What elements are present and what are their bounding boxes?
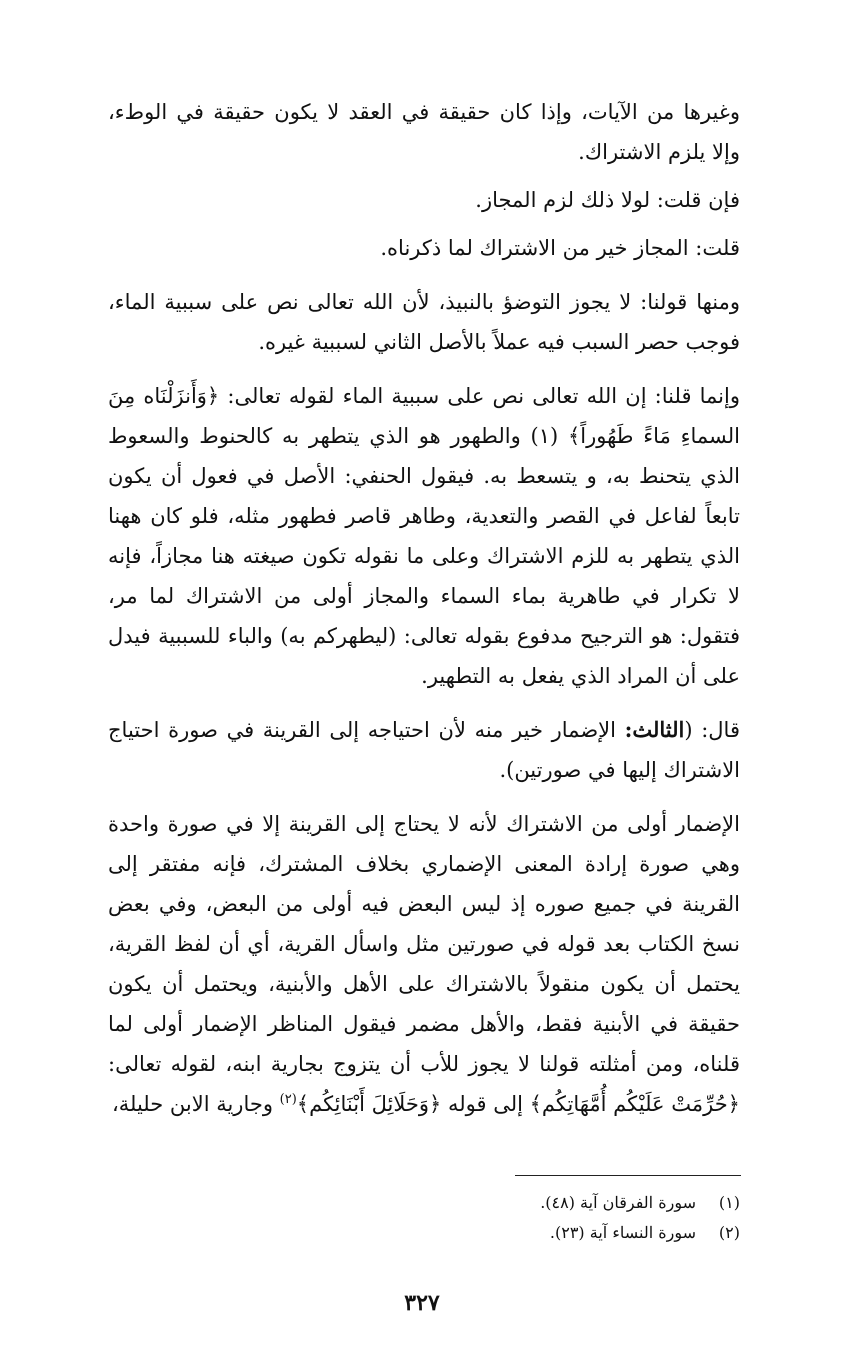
paragraph-7	[108, 804, 740, 1124]
footnote-ref-2: (٢)	[279, 1092, 297, 1107]
footnote-1-text: سورة الفرقان آية (٤٨).	[540, 1193, 696, 1212]
footnote-1	[300, 1188, 740, 1218]
footnote-2	[300, 1218, 740, 1248]
paragraph-6-intro: قال: (	[684, 718, 740, 742]
paragraph-6-body: الإضمار خير منه لأن احتياجه إلى القرينة في صورة احتياج الاشتراك إليها في صورتين).	[108, 718, 740, 782]
footnotes	[300, 1188, 740, 1248]
footnote-divider	[515, 1175, 741, 1176]
paragraph-6	[108, 710, 740, 790]
footnote-2-number: (٢)	[718, 1223, 740, 1242]
paragraph-2: فإن قلت: لولا ذلك لزم المجاز.	[475, 188, 740, 212]
paragraph-7-end: وجارية الابن حليلة،	[111, 1092, 280, 1116]
paragraph-5: وإنما قلنا: إن الله تعالى نص على سببية الماء لقوله تعالى: ﴿وَأَنزَلْنَاه مِنَ السماءِ مَاءً طَهُوراً﴾ (١) والطهور هو الذي يتطهر به كالحنوط والسعوط الذي يتحنط به، و يتسعط به. فيقول الحنفي: الأصل في فعول أن يكون تابعاً لفاعل في القصر والتعدية، وطاهر قاصر فطهور مثله، فلو كان ههنا الذي يتطهر به للزم الاشتراك وعلى ما نقوله تكون صيغته هنا مجازاً، فإنه لا تكرار في طاهرية بماء السماء والمجاز أولى من الاشتراك لما مر، فتقول: هو الترجيح مدفوع بقوله تعالى: (ليطهركم به) والباء للسببية فيدل على أن المراد الذي يفعل به التطهير.	[108, 384, 740, 688]
paragraph-4: ومنها قولنا: لا يجوز التوضؤ بالنبيذ، لأن الله تعالى نص على سببية الماء، فوجب حصر السبب فيه عملاً بالأصل الثاني لسببية غيره.	[108, 290, 740, 354]
footnote-1-number: (١)	[718, 1193, 740, 1212]
paragraph-3: قلت: المجاز خير من الاشتراك لما ذكرناه.	[380, 236, 740, 260]
paragraph-1: وغيرها من الآيات، وإذا كان حقيقة في العقد لا يكون حقيقة في الوطء، وإلا يلزم الاشتراك.	[108, 100, 740, 164]
paragraph-6-heading: الثالث:	[624, 717, 685, 742]
footnote-2-text: سورة النساء آية (٢٣).	[549, 1223, 696, 1242]
paragraph-7-body: الإضمار أولى من الاشتراك لأنه لا يحتاج إلى القرينة إلا في صورة واحدة وهي صورة إرادة المعنى الإضماري بخلاف المشترك، فإنه مفتقر إلى القرينة في جميع صوره إذ ليس البعض فيه أولى من البعض، وفي بعض نسخ الكتاب بعد قوله في صورتين مثل واسأل القرية، أي أن لفظ القرية، يحتمل أن يكون منقولاً بالاشتراك على الأهل والأبنية، ويحتمل أن يكون حقيقة في الأبنية فقط، والأهل مضمر فيقول المناظر الإضمار أولى لما قلناه، ومن أمثلته قولنا لا يجوز للأب أن يتزوج بجارية ابنه، لقوله تعالى: ﴿حُرِّمَتْ عَلَيْكُم أُمَّهَاتِكُم﴾ إلى قوله ﴿وَحَلَائِلَ أَبْنَائِكُم﴾	[108, 812, 740, 1116]
main-text	[108, 92, 740, 1132]
page-number: ٣٢٧	[404, 1290, 440, 1316]
